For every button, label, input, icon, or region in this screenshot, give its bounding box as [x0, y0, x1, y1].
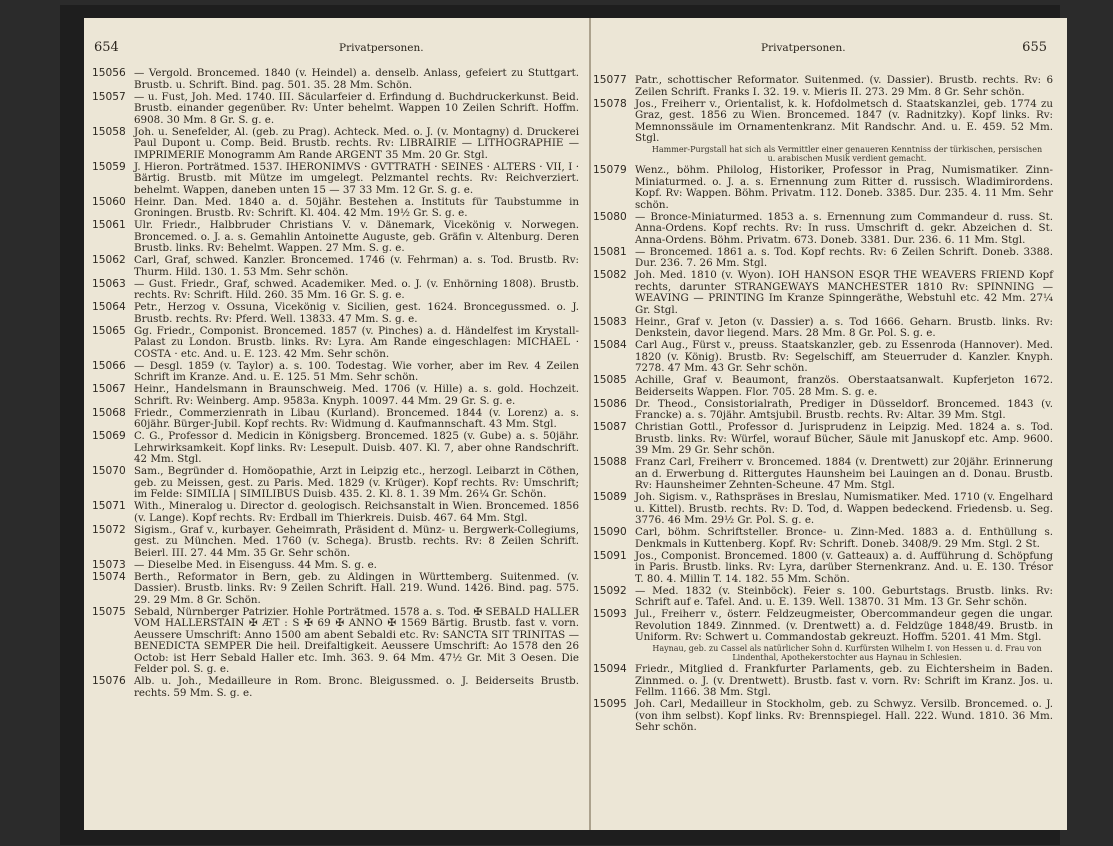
catalog-entry: [92, 525, 579, 560]
catalog-entry: [92, 68, 579, 91]
entry-text: Carl, böhm. Schriftsteller. Bronce- u. Zinn-Med. 1883 a. d. Enthüllung s. Denkmals in Kuttenberg. Kopf. Rv: Schrift. Doneb. 3408/9. 29 Mm. Stgl. 2 St.: [635, 526, 1053, 550]
entry-number: 15091: [593, 549, 627, 562]
entry-text: Dr. Theod., Consistorialrath, Prediger in Düsseldorf. Broncemed. 1843 (v. Francke) a. s. 70jähr. Amtsjubil. Brustb. rechts. Rv: Altar. 39 Mm. Stgl.: [635, 397, 1053, 421]
catalog-entry: [593, 247, 1053, 270]
entry-text: Joh. Med. 1810 (v. Wyon). IOH HANSON ESQR THE WEAVERS FRIEND Kopf rechts, darunter STRANGEWAYS MANCHESTER 1810 Rv: SPINNING — WEAVING — PRINTING Im Kranze Spinngeräthe, Webstuhl etc. 42 Mm. 27¼ Gr. Stgl.: [635, 269, 1053, 316]
entry-text: Friedr., Mitglied d. Frankfurter Parlaments, geb. zu Eichtersheim in Baden. Zinnmed. o. J. (v. Drentwett). Brustb. fast v. vorn. Rv: Schrift im Kranz. Jos. u. Fellm. 1166. 38 Mm. Stgl.: [635, 663, 1053, 698]
entry-number: 15083: [593, 315, 627, 328]
right-running-header: Privatpersonen.: [761, 42, 846, 54]
entry-number: 15079: [593, 164, 627, 176]
entry-text: Gg. Friedr., Componist. Broncemed. 1857 (v. Pinches) a. d. Händelfest im Krystall-Palast zu London. Brustb. links. Rv: Lyra. Am Rande eingeschlagen: MICHAEL · COSTA · etc. And. u. E. 123. 42 Mm. Sehr schön.: [134, 324, 579, 360]
entry-text: With., Mineralog u. Director d. geologisch. Reichsanstalt in Wien. Broncemed. 1856 (v. Lange). Kopf rechts. Rv: Erdball im Thierkreis. Duisb. 467. 64 Mm. Stgl.: [134, 500, 579, 524]
catalog-entry: [92, 302, 579, 325]
left-page: [84, 18, 589, 830]
entry-text: — Med. 1832 (v. Steinböck). Feier s. 100. Geburtstags. Brustb. links. Rv: Schrift auf e. Tafel. And. u. E. 139. Well. 13870. 31 Mm. 13 Gr. Sehr schön.: [635, 584, 1053, 608]
entry-text: Heinr., Handelsmann in Braunschweig. Med. 1706 (v. Hille) a. s. gold. Hochzeit. Schrift. Rv: Weinberg. Amp. 9583a. Knyph. 10097. 44 Mm. 29 Gr. S. g. e.: [134, 383, 579, 407]
catalog-entry: [92, 466, 579, 501]
catalog-entry: [593, 165, 1053, 211]
entry-number: 15080: [593, 210, 627, 223]
entry-text: — Bronce-Miniaturmed. 1853 a. s. Ernennung zum Commandeur d. russ. St. Anna-Ordens. Kopf rechts. Rv: In russ. Umschrift d. gekr. Abzeichen d. St. Anna-Ordens. Böhm. Privatm. 673. Doneb. 3381. Dur. 236. 6. 11 Mm. Stgl.: [635, 210, 1053, 246]
left-entry-list: [92, 68, 579, 700]
entry-text: Petr., Herzog v. Ossuna, Vicekönig v. Sicilien, gest. 1624. Broncegussmed. o. J. Brustb. rechts. Rv: Pferd. Well. 13833. 47 Mm. S. g. e.: [134, 301, 579, 325]
entry-text: Achille, Graf v. Beaumont, französ. Oberstaatsanwalt. Kupferjeton 1672. Beiderseits Wappen. Flor. 705. 28 Mm. S. g. e.: [635, 374, 1053, 398]
catalog-entry: [92, 127, 579, 162]
catalog-entry: [92, 162, 579, 197]
catalog-entry: [593, 375, 1053, 398]
entry-number: 15095: [593, 698, 627, 710]
entry-number: 15090: [593, 526, 627, 538]
entry-text: Berth., Reformator in Bern, geb. zu Aldingen in Württemberg. Suitenmed. (v. Dassier). Brustb. links. Rv: 9 Zeilen Schrift. Hall. 219. Wund. 1426. Bind. pag. 575. 29. 29 Mm. 8 Gr. Schön.: [134, 570, 579, 606]
catalog-entry: [593, 340, 1053, 375]
catalog-entry: [92, 676, 579, 699]
entry-text: Franz Carl, Freiherr v. Broncemed. 1884 (v. Drentwett) zur 20jähr. Erinnerung an d. Erwerbung d. Rittergutes Haunsheim bei Lauingen an d. Donau. Brustb. Rv: Haunsheimer Zehnten-Scheune. 47 Mm. Stgl.: [635, 456, 1053, 491]
catalog-entry: [593, 551, 1053, 586]
entry-text: Sam., Begründer d. Homöopathie, Arzt in Leipzig etc., herzogl. Leibarzt in Cöthen, geb. zu Meissen, gest. zu Paris. Med. 1829 (v. Krüger). Kopf rechts. Rv: Umschrift; im Felde: SIMILIA | SIMILIBUS Duisb. 435. 2. Kl. 8. 1. 39 Mm. 26¼ Gr. Schön.: [134, 465, 579, 500]
entry-number: 15073: [92, 558, 126, 571]
entry-text: — Gust. Friedr., Graf, schwed. Academiker. Med. o. J. (v. Enhörning 1808). Brustb. rechts. Rv: Schrift. Hild. 260. 35 Mm. 16 Gr. S. g. e.: [134, 277, 579, 301]
catalog-entry: [92, 572, 579, 607]
right-page-number: 655: [1022, 40, 1047, 55]
catalog-entry: [92, 326, 579, 361]
entry-number: 15067: [92, 383, 126, 395]
entry-text: Sebald, Nürnberger Patrizier. Hohle Porträtmed. 1578 a. s. Tod. ✠ SEBALD HALLER VOM HALLERSTAIN ✠ ÆT : S ✠ 69 ✠ ANNO ✠ 1569 Bärtig. Brustb. fast v. vorn. Aeussere Umschrift: Anno 1500 am abent Sebaldi etc. Rv: SANCTA SIT TRINITAS — BENEDICTA SEMPER Die heil. Dreifaltigkeit. Aeussere Umschrift: Ao 1578 den 26 Octob: ist Herr Sebald Haller etc. Imh. 363. 9. 64 Mm. 47½ Gr. Mit 3 Oesen. Die Felder pol. S. g. e.: [134, 605, 579, 675]
entry-number: 15063: [92, 277, 126, 290]
catalog-entry: [593, 75, 1053, 98]
entry-number: 15062: [92, 254, 126, 266]
entry-number: 15061: [92, 219, 126, 231]
entry-number: 15086: [593, 397, 627, 410]
entry-text: Patr., schottischer Reformator. Suitenmed. (v. Dassier). Brustb. rechts. Rv: 6 Zeilen Schrift. Franks I. 32. 19. v. Mieris II. 273. 29 Mm. 8 Gr. Sehr schön.: [635, 74, 1053, 98]
catalog-entry: [593, 99, 1053, 145]
catalog-entry: [593, 527, 1053, 550]
entry-number: 15082: [593, 269, 627, 281]
entry-number: 15078: [593, 97, 627, 110]
entry-number: 15058: [92, 125, 126, 138]
entry-number: 15089: [593, 491, 627, 503]
entry-text: — Dieselbe Med. in Eisenguss. 44 Mm. S. g. e.: [134, 558, 377, 571]
catalog-entry: [593, 586, 1053, 609]
entry-text: Ulr. Friedr., Halbbruder Christians V. v. Dänemark, Vicekönig v. Norwegen. Broncemed. o. J. a. s. Gemahlin Antoinette Auguste, geb. Gräfin v. Altenburg. Deren Brustb. links. Rv: Behelmt. Wappen. 27 Mm. S. g. e.: [134, 219, 579, 254]
entry-number: 15077: [593, 74, 627, 86]
entry-number: 15072: [92, 523, 126, 536]
entry-text: Carl, Graf, schwed. Kanzler. Broncemed. 1746 (v. Fehrman) a. s. Tod. Brustb. Rv: Thurm. Hild. 130. 1. 53 Mm. Sehr schön.: [134, 254, 579, 278]
entry-text: — u. Fust, Joh. Med. 1740. III. Säcularfeier d. Erfindung d. Buchdruckerkunst. Beid. Brustb. einander gegenüber. Rv: Unter behelmt. Wappen 10 Zeilen Schrift. Hoffm. 6908. 30 Mm. 8 Gr. S. g. e.: [134, 90, 579, 126]
entry-number: 15071: [92, 500, 126, 512]
left-page-number: 654: [94, 40, 119, 55]
left-running-header: Privatpersonen.: [339, 42, 424, 54]
entry-text: Wenz., böhm. Philolog, Historiker, Professor in Prag, Numismatiker. Zinn-Miniaturmed. o. J. a. s. Ernennung zum Ritter d. russisch. Wladimirordens. Kopf. Rv: Wappen. Böhm. Privatm. 112. Doneb. 3385. Dur. 235. 4. 11 Mm. Sehr schön.: [635, 164, 1053, 211]
entry-footnote: Haynau, geb. zu Cassel als natürlicher Sohn d. Kurfürsten Wilhelm I. von Hessen u. d. Frau von Lindenthal, Apothekerstochter aus Haynau in Schlesien.: [652, 644, 1042, 662]
catalog-entry: [593, 399, 1053, 422]
entry-number: 15059: [92, 160, 126, 173]
catalog-entry: [593, 212, 1053, 247]
catalog-entry: [593, 699, 1053, 734]
catalog-entry: [92, 384, 579, 407]
catalog-entry: [92, 197, 579, 220]
entry-number: 15070: [92, 465, 126, 477]
catalog-entry: [92, 607, 579, 676]
catalog-entry: [593, 664, 1053, 699]
entry-number: 15084: [593, 339, 627, 351]
entry-text: Alb. u. Joh., Medailleure in Rom. Bronc. Bleigussmed. o. J. Beiderseits Brustb. rechts. 59 Mm. S. g. e.: [134, 675, 579, 699]
catalog-entry: [593, 317, 1053, 340]
entry-text: Jos., Componist. Broncemed. 1800 (v. Gatteaux) a. d. Aufführung d. Schöpfung in Paris. Brustb. links. Rv: Lyra, darüber Sternenkranz. And. u. E. 130. Trésor T. 80. 4. Millin T. 14. 182. 55 Mm. Schön.: [635, 549, 1053, 585]
entry-text: Friedr., Commerzienrath in Libau (Kurland). Broncemed. 1844 (v. Lorenz) a. s. 60jähr. Bürger-Jubil. Kopf rechts. Rv: Widmung d. Kaufmannschaft. 43 Mm. Stgl.: [134, 406, 579, 430]
catalog-entry: [92, 501, 579, 524]
catalog-entry: [92, 220, 579, 255]
entry-number: 15066: [92, 359, 126, 372]
catalog-entry: [92, 560, 579, 572]
entry-number: 15081: [593, 245, 627, 258]
right-page: [591, 18, 1067, 830]
entry-number: 15092: [593, 584, 627, 597]
entry-number: 15093: [593, 608, 627, 620]
catalog-entry: [593, 457, 1053, 492]
entry-number: 15064: [92, 301, 126, 313]
entry-number: 15068: [92, 406, 126, 419]
entry-text: Heinr. Dan. Med. 1840 a. d. 50jähr. Bestehen a. Instituts für Taubstumme in Groningen. Brustb. Rv: Schrift. Kl. 404. 42 Mm. 19½ Gr. S. g. e.: [134, 195, 579, 219]
entry-text: Sigism., Graf v., kurbayer. Geheimrath, Präsident d. Münz- u. Bergwerk-Collegiums, gest. zu München. Med. 1760 (v. Schega). Brustb. rechts. Rv: 8 Zeilen Schrift. Beierl. III. 27. 44 Mm. 35 Gr. Sehr schön.: [134, 523, 579, 559]
entry-number: 15075: [92, 605, 126, 618]
entry-text: — Desgl. 1859 (v. Taylor) a. s. 100. Todestag. Wie vorher, aber im Rev. 4 Zeilen Schrift im Kranze. And. u. E. 125. 51 Mm. Sehr schön.: [134, 359, 579, 383]
right-entry-list: [593, 75, 1053, 734]
entry-number: 15056: [92, 67, 126, 79]
entry-text: Jul., Freiherr v., österr. Feldzeugmeister, Obercommandeur gegen die ungar. Revolution 1849. Zinnmed. (v. Drentwett) a. d. Feldzüge 1848/49. Brustb. in Uniform. Rv: Schwert u. Commandostab gekreuzt. Hoffm. 5201. 41 Mm. Stgl.: [635, 608, 1053, 643]
entry-number: 15076: [92, 675, 126, 687]
entry-number: 15085: [593, 374, 627, 386]
catalog-entry: [92, 408, 579, 431]
catalog-entry: [92, 279, 579, 302]
entry-footnote: Hammer-Purgstall hat sich als Vermittler einer genaueren Kenntniss der türkischen, persischen u. arabischen Musik verdient gemacht.: [651, 145, 1043, 163]
entry-text: — Broncemed. 1861 a. s. Tod. Kopf rechts. Rv: 6 Zeilen Schrift. Doneb. 3388. Dur. 236. 7. 26 Mm. Stgl.: [635, 245, 1053, 269]
entry-number: 15088: [593, 456, 627, 468]
entry-text: Joh. u. Senefelder, Al. (geb. zu Prag). Achteck. Med. o. J. (v. Montagny) d. Druckerei Paul Dupont u. Comp. Beid. Brustb. rechts. Rv: LIBRAIRIE — LITHOGRAPHIE — IMPRIMERIE Monogramm Am Rande ARGENT 35 Mm. 20 Gr. Stgl.: [134, 125, 579, 161]
entry-text: Joh. Sigism. v., Rathspräses in Breslau, Numismatiker. Med. 1710 (v. Engelhard u. Kittel). Brustb. rechts. Rv: D. Tod, d. Wappen bedeckend. Friedensb. u. Seg. 3776. 46 Mm. 29½ Gr. Pol. S. g. e.: [635, 491, 1053, 526]
entry-number: 15065: [92, 324, 126, 337]
entry-text: Carl Aug., Fürst v., preuss. Staatskanzler, geb. zu Essenroda (Hannover). Med. 1820 (v. König). Brustb. Rv: Segelschiff, am Steuerruder d. Kanzler. Knyph. 7278. 47 Mm. 43 Gr. Sehr schön.: [635, 339, 1053, 374]
entry-text: C. G., Professor d. Medicin in Königsberg. Broncemed. 1825 (v. Gube) a. s. 50jähr. Lehrwirksamkeit. Kopf links. Rv: Lesepult. Duisb. 407. Kl. 7, aber ohne Randschrift. 42 Mm. Stgl.: [134, 430, 579, 465]
catalog-entry: [92, 431, 579, 466]
entry-text: Christian Gottl., Professor d. Jurisprudenz in Leipzig. Med. 1824 a. s. Tod. Brustb. links. Rv: Würfel, worauf Bücher, Säule mit Januskopf etc. Amp. 9600. 39 Mm. 29 Gr. Sehr schön.: [635, 421, 1053, 456]
entry-text: — Vergold. Broncemed. 1840 (v. Heindel) a. denselb. Anlass, gefeiert zu Stuttgart. Brustb. u. Schrift. Bind. pag. 501. 35. 28 Mm. Schön.: [134, 67, 579, 91]
entry-text: Joh. Carl, Medailleur in Stockholm, geb. zu Schwyz. Versilb. Broncemed. o. J. (von ihm selbst). Kopf links. Rv: Brennspiegel. Hall. 222. Wund. 1810. 36 Mm. Sehr schön.: [635, 698, 1053, 733]
entry-number: 15057: [92, 90, 126, 103]
entry-number: 15094: [593, 663, 627, 675]
entry-number: 15074: [92, 570, 126, 583]
entry-text: J. Hieron. Porträtmed. 1537. IHERONIMVS · GVTTRATH · SEINES · ALTERS · VII, I · Bärtig. Brustb. mit Mütze im umgelegt. Pelzmantel rechts. Rv: Reichverziert. behelmt. Wappen, daneben unten 15 — 37 33 Mm. 12 Gr. S. g. e.: [134, 160, 579, 196]
catalog-entry: [92, 92, 579, 127]
entry-number: 15060: [92, 195, 126, 208]
catalog-entry: [593, 492, 1053, 527]
catalog-entry: [593, 422, 1053, 457]
catalog-entry: [593, 270, 1053, 316]
catalog-entry: [92, 255, 579, 278]
catalog-entry: [593, 609, 1053, 644]
entry-text: Heinr., Graf v. Jeton (v. Dassier) a. s. Tod 1666. Geharn. Brustb. links. Rv: Denkstein, davor liegend. Mars. 28 Mm. 8 Gr. Pol. S. g. e.: [635, 315, 1053, 339]
entry-number: 15069: [92, 430, 126, 442]
catalog-entry: [92, 361, 579, 384]
entry-number: 15087: [593, 421, 627, 433]
entry-text: Jos., Freiherr v., Orientalist, k. k. Hofdolmetsch d. Staatskanzlei, geb. 1774 zu Graz, gest. 1856 zu Wien. Broncemed. 1847 (v. Radnitzky). Kopf links. Rv: Memnonssäule im Ornamentenkranz. Mit Randschr. And. u. E. 459. 52 Mm. Stgl.: [635, 97, 1053, 144]
